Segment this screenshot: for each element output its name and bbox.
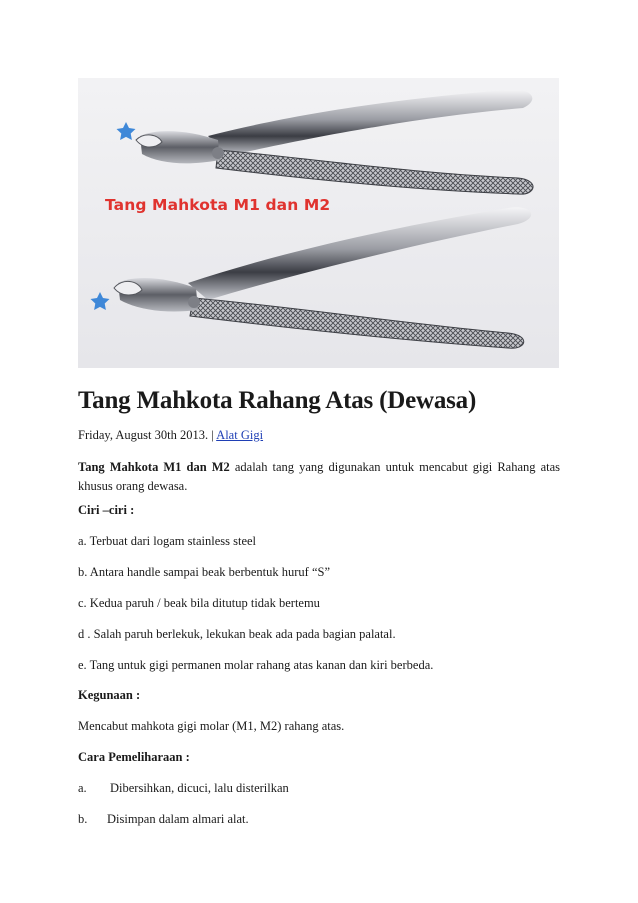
kegunaan-text: Mencabut mahkota gigi molar (M1, M2) rahang atas. bbox=[78, 719, 345, 733]
list-item: b. Antara handle sampai beak berbentuk huruf “S” bbox=[78, 565, 330, 579]
list-item bbox=[78, 779, 560, 798]
star-icon bbox=[117, 122, 136, 140]
dental-forceps-illustration bbox=[78, 78, 559, 368]
list-text: Dibersihkan, dicuci, lalu disterilkan bbox=[110, 781, 289, 795]
pemeliharaan-heading bbox=[78, 748, 560, 767]
article-meta bbox=[78, 428, 263, 443]
list-text: Disimpan dalam almari alat. bbox=[107, 812, 249, 826]
forceps-top bbox=[136, 90, 533, 194]
article-title: Tang Mahkota Rahang Atas (Dewasa) bbox=[78, 387, 477, 414]
kegunaan-heading bbox=[78, 686, 560, 705]
kegunaan-heading-text: Kegunaan : bbox=[78, 688, 141, 702]
photo-caption: Tang Mahkota M1 dan M2 bbox=[105, 196, 331, 214]
pemeliharaan-heading-text: Cara Pemeliharaan : bbox=[78, 750, 190, 764]
list-marker: a. bbox=[78, 781, 87, 795]
intro-bold: Tang Mahkota M1 dan M2 bbox=[78, 460, 230, 474]
intro-paragraph bbox=[78, 458, 560, 496]
list-item: c. Kedua paruh / beak bila ditutup tidak bertemu bbox=[78, 596, 320, 610]
forceps-bottom bbox=[114, 207, 531, 348]
star-icon bbox=[91, 292, 110, 310]
list-marker: b. bbox=[78, 812, 88, 826]
product-photo bbox=[78, 78, 559, 368]
list-item: e. Tang untuk gigi permanen molar rahang atas kanan dan kiri berbeda. bbox=[78, 658, 434, 672]
list-item: a. Terbuat dari logam stainless steel bbox=[78, 534, 257, 548]
ciri-heading-text: Ciri –ciri : bbox=[78, 503, 135, 517]
list-item: d . Salah paruh berlekuk, lekukan beak ada pada bagian palatal. bbox=[78, 627, 396, 641]
ciri-heading bbox=[78, 501, 560, 520]
article-date: Friday, August 30th 2013. | bbox=[78, 428, 217, 442]
intro-text: adalah tang yang digunakan untuk mencabut gigi Rahang atas khusus orang dewasa. bbox=[78, 460, 560, 493]
category-link[interactable]: Alat Gigi bbox=[216, 428, 264, 442]
list-item bbox=[78, 810, 560, 829]
